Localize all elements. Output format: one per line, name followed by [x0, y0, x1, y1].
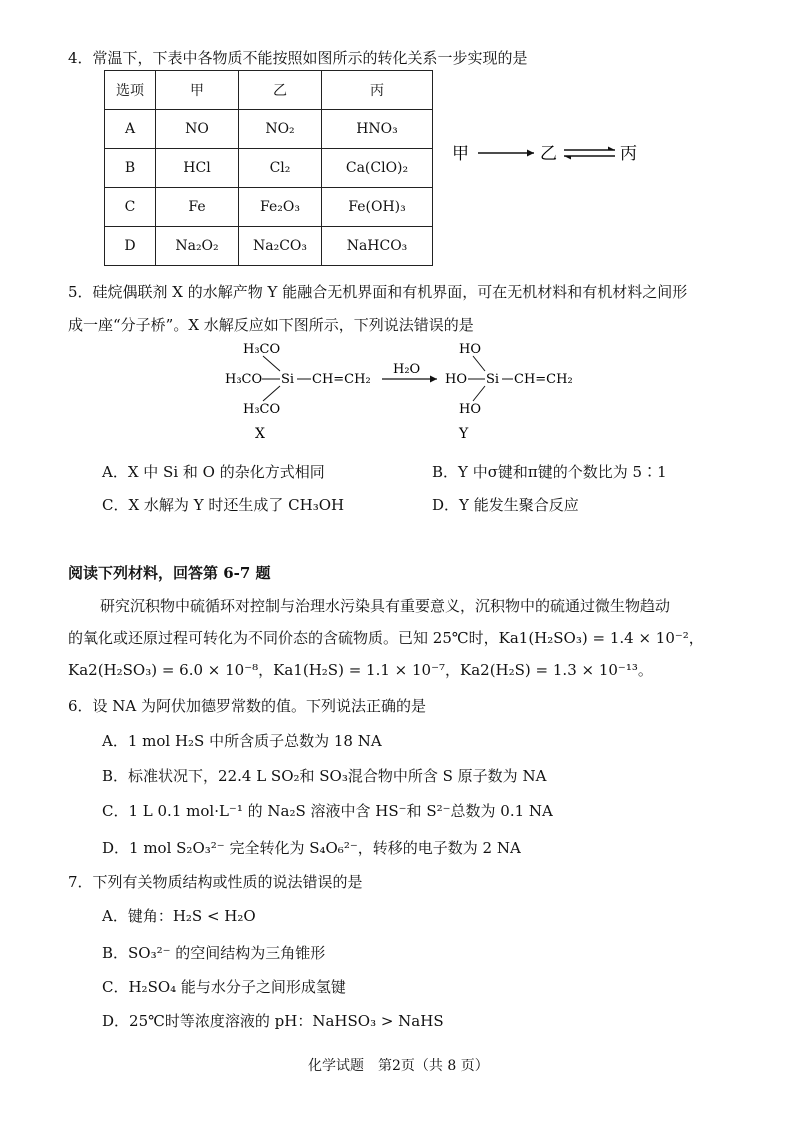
y-group-bottom: HO [459, 402, 481, 417]
table-cell: Cl₂ [239, 149, 322, 188]
table-cell: NaHCO₃ [322, 227, 433, 266]
table-row [105, 188, 433, 227]
table-cell: Na₂O₂ [156, 227, 239, 266]
y-group-left: HO [445, 372, 467, 387]
x-group-left: H₃CO [225, 372, 263, 387]
table-cell: NO [156, 110, 239, 149]
table-header: 丙 [322, 71, 433, 110]
table-cell: Ca(ClO)₂ [322, 149, 433, 188]
q5-option-a: A．X 中 Si 和 O 的杂化方式相同 [102, 463, 325, 481]
q4-stem: 4．常温下，下表中各物质不能按照如图所示的转化关系一步实现的是 [68, 49, 528, 67]
q5-option-c: C．X 水解为 Y 时还生成了 CH₃OH [102, 496, 345, 514]
y-group-top: HO [459, 342, 481, 357]
reading-para-line1: 研究沉积物中硫循环对控制与治理水污染具有重要意义，沉积物中的硫通过微生物趋动 [100, 597, 671, 615]
q7-option-b: B．SO₃²⁻ 的空间结构为三角锥形 [102, 944, 326, 962]
table-cell: D [105, 227, 156, 266]
table-cell: HCl [156, 149, 239, 188]
table-cell: A [105, 110, 156, 149]
table-header: 选项 [105, 71, 156, 110]
table-cell: Fe(OH)₃ [322, 188, 433, 227]
hydrolysis-reaction [225, 338, 585, 448]
table-header-row [105, 71, 433, 110]
reading-para-line3: Ka2(H₂SO₃) = 6.0 × 10⁻⁸，Ka1(H₂S) = 1.1 × 10⁻⁷，Ka2(H₂S) = 1.3 × 10⁻¹³。 [68, 661, 653, 679]
table-row [105, 227, 433, 266]
x-group-bottom: H₃CO [243, 402, 281, 417]
q6-option-a: A．1 mol H₂S 中所含质子总数为 18 NA [102, 732, 382, 750]
conversion-scheme [450, 138, 650, 168]
q7-option-a: A．键角：H₂S < H₂O [102, 907, 256, 925]
q4-table [104, 70, 433, 266]
scheme-jia: 甲 [452, 144, 469, 164]
table-cell: NO₂ [239, 110, 322, 149]
reagent-water: H₂O [393, 362, 421, 377]
q7-option-c: C．H₂SO₄ 能与水分子之间形成氢键 [102, 978, 346, 996]
q7-stem: 7．下列有关物质结构或性质的说法错误的是 [68, 873, 363, 891]
q5-option-b: B．Y 中σ键和π键的个数比为 5∶1 [432, 463, 667, 481]
table-header: 甲 [156, 71, 239, 110]
q5-stem-line1: 5．硅烷偶联剂 X 的水解产物 Y 能融合无机界面和有机界面，可在无机材料和有机材料之间形 [68, 283, 688, 301]
y-vinyl: CH=CH₂ [514, 372, 573, 387]
table-cell: C [105, 188, 156, 227]
y-label: Y [459, 426, 469, 442]
q6-option-b: B．标准状况下，22.4 L SO₂和 SO₃混合物中所含 S 原子数为 NA [102, 767, 547, 785]
table-cell: Na₂CO₃ [239, 227, 322, 266]
x-vinyl: CH=CH₂ [312, 372, 371, 387]
reading-para-line2: 的氧化或还原过程可转化为不同价态的含硫物质。已知 25℃时，Ka1(H₂SO₃) = 1.4 × 10⁻²， [68, 629, 704, 647]
q6-option-c: C．1 L 0.1 mol·L⁻¹ 的 Na₂S 溶液中含 HS⁻和 S²⁻总数为 0.1 NA [102, 802, 553, 820]
scheme-yi: 乙 [540, 144, 557, 164]
scheme-bing: 丙 [620, 144, 637, 164]
table-cell: Fe₂O₃ [239, 188, 322, 227]
page-footer: 化学试题 第2页（共 8 页） [308, 1058, 489, 1074]
table-row [105, 110, 433, 149]
table-header: 乙 [239, 71, 322, 110]
table-cell: Fe [156, 188, 239, 227]
y-si: Si [486, 372, 500, 387]
table-cell: HNO₃ [322, 110, 433, 149]
x-group-top: H₃CO [243, 342, 281, 357]
q7-option-d: D．25℃时等浓度溶液的 pH：NaHSO₃ > NaHS [102, 1012, 444, 1030]
x-si: Si [281, 372, 295, 387]
reading-heading: 阅读下列材料，回答第 6-7 题 [68, 564, 271, 582]
q6-option-d: D．1 mol S₂O₃²⁻ 完全转化为 S₄O₆²⁻，转移的电子数为 2 NA [102, 839, 521, 857]
x-label: X [255, 426, 265, 442]
q5-option-d: D．Y 能发生聚合反应 [432, 496, 579, 514]
q6-stem: 6．设 NA 为阿伏加德罗常数的值。下列说法正确的是 [68, 697, 427, 715]
q5-stem-line2: 成一座“分子桥”。X 水解反应如下图所示，下列说法错误的是 [68, 316, 474, 334]
table-cell: B [105, 149, 156, 188]
table-row [105, 149, 433, 188]
